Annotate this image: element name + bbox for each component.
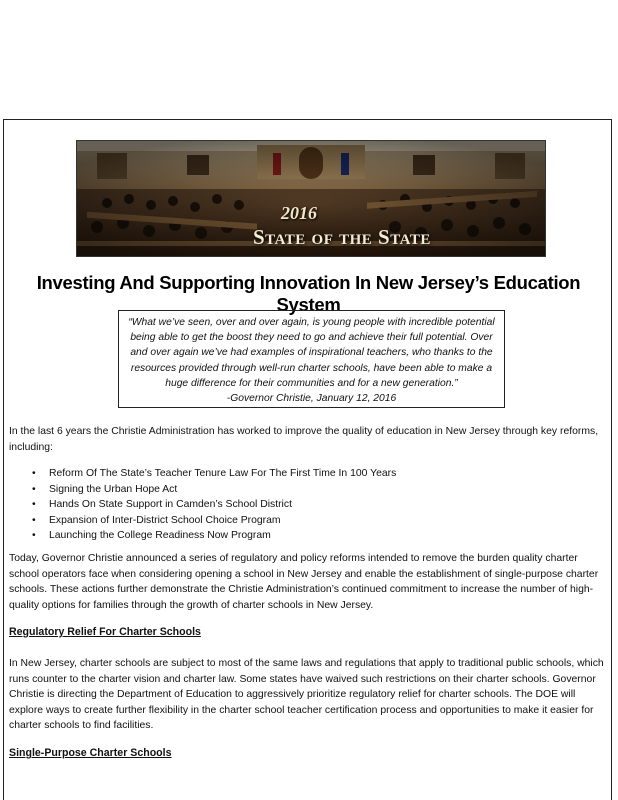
section-heading-single-purpose: Single-Purpose Charter Schools (9, 747, 172, 759)
quote-text: “What we’ve seen, over and over again, is young people with incredible potential being able to get the boost they need to go and achieve their full potential. Over and over again we’ve had examples of inspirational teachers, who thanks to the resources provided through well-run charter schools, have been able to make a huge difference for their communities and for a new generation.” (128, 317, 495, 389)
banner-year: 2016 (281, 203, 317, 223)
list-item: • Reform Of The State’s Teacher Tenure Law For The First Time In 100 Years (32, 466, 396, 482)
regulatory-relief-paragraph: In New Jersey, charter schools are subject to most of the same laws and regulations that apply to traditional public schools, which runs counter to the charter vision and charter law. Some states have waived such restrictions on their charter schools. Governor Christie is directing the Department of Education to aggressively prioritize regulatory relief for charter schools. The DOE will explore ways to create further flexibility in the charter school teacher certification process and opportunities to make it easier for charter schools to find facilities. (9, 658, 604, 731)
quote-box (118, 310, 505, 408)
document-page (3, 119, 612, 800)
section-heading-regulatory-relief: Regulatory Relief For Charter Schools (9, 626, 201, 638)
list-item: • Signing the Urban Hope Act (32, 482, 396, 498)
intro-paragraph: In the last 6 years the Christie Administration has worked to improve the quality of education in New Jersey through key reforms, including: (9, 426, 599, 453)
quote-attribution: -Governor Christie, January 12, 2016 (226, 393, 397, 405)
list-item: • Hands On State Support in Camden’s School District (32, 497, 396, 513)
page-title: Investing And Supporting Innovation In New Jersey’s Education System (36, 272, 581, 315)
state-of-the-state-banner (76, 140, 546, 257)
reforms-list (32, 466, 396, 544)
list-item: • Launching the College Readiness Now Program (32, 528, 396, 544)
list-item: • Expansion of Inter-District School Choice Program (32, 513, 396, 529)
banner-title: State of the State (253, 225, 431, 249)
announcement-paragraph: Today, Governor Christie announced a series of regulatory and policy reforms intended to remove the burden quality charter school operators face when considering opening a school in New Jersey and enable the establishment of single-purpose charter schools. These actions further demonstrate the Christie Administration’s continued commitment to increase the number of high-quality options for families through the growth of charter schools in New Jersey. (9, 553, 599, 611)
